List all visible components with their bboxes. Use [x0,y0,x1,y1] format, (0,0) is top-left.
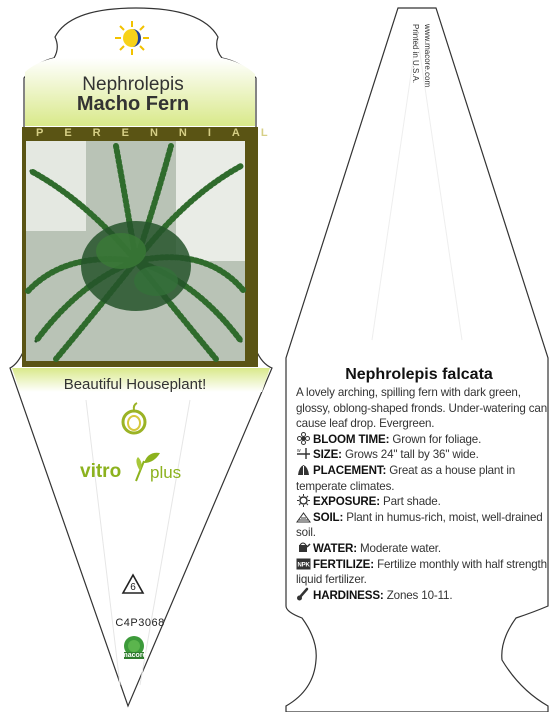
tagline: Beautiful Houseplant! [63,376,207,393]
care-description [296,385,550,603]
care-item-exposure: EXPOSURE: Part shade. [296,494,550,510]
watering-can-icon [296,541,311,554]
care-item-fertilize: NPK FERTILIZE: Fertilize monthly with half strength liquid fertilizer. [296,557,547,587]
product-code: C4P3068 [115,617,165,629]
seed-icon [119,402,149,436]
svg-text:w: w [297,448,301,455]
brand-logo [80,451,200,487]
sun-moon-logo [114,20,150,56]
intro-text: A lovely arching, spilling fern with dark green, glossy, oblong-shaped fronds. Under-watering can cause leaf drop. Evergreen. [296,386,548,431]
recycle-number: 6 [130,582,136,593]
printed-in-usa: Printed in U.S.A. [411,24,420,84]
flower-icon [296,432,311,445]
sun-icon [296,494,311,507]
size-icon [296,447,311,460]
care-item-soil: SOIL: Plant in humus-rich, moist, well-drained soil. [296,510,543,540]
common-name-line1: Nephrolepis [82,74,184,95]
macore-logo-text: macore [121,652,147,659]
brand-word-vitro: vitro [80,461,122,482]
common-name-line2: Macho Fern [76,93,190,115]
brand-word-plus: plus [150,463,182,482]
npk-icon [296,557,311,570]
care-item-placement: PLACEMENT: Great as a house plant in temperate climates. [296,463,516,493]
botanical-name: Nephrolepis falcata [345,366,493,383]
care-item-size: w SIZE: Grows 24" tall by 36" wide. [297,448,479,462]
care-item-hardiness: HARDINESS: Zones 10-11. [296,588,550,604]
macore-website: www.macore.com [423,24,432,88]
svg-text:NPK: NPK [297,562,310,569]
fern-photo [26,141,245,361]
care-item-water: WATER: Moderate water. [296,541,550,557]
placement-icon [296,463,311,476]
category-band: PERENNIAL [22,127,258,139]
thermometer-icon [296,588,311,601]
soil-icon [296,510,311,523]
back-tag-outline [286,8,548,712]
care-item-bloom: BLOOM TIME: Grown for foliage. [296,432,550,448]
